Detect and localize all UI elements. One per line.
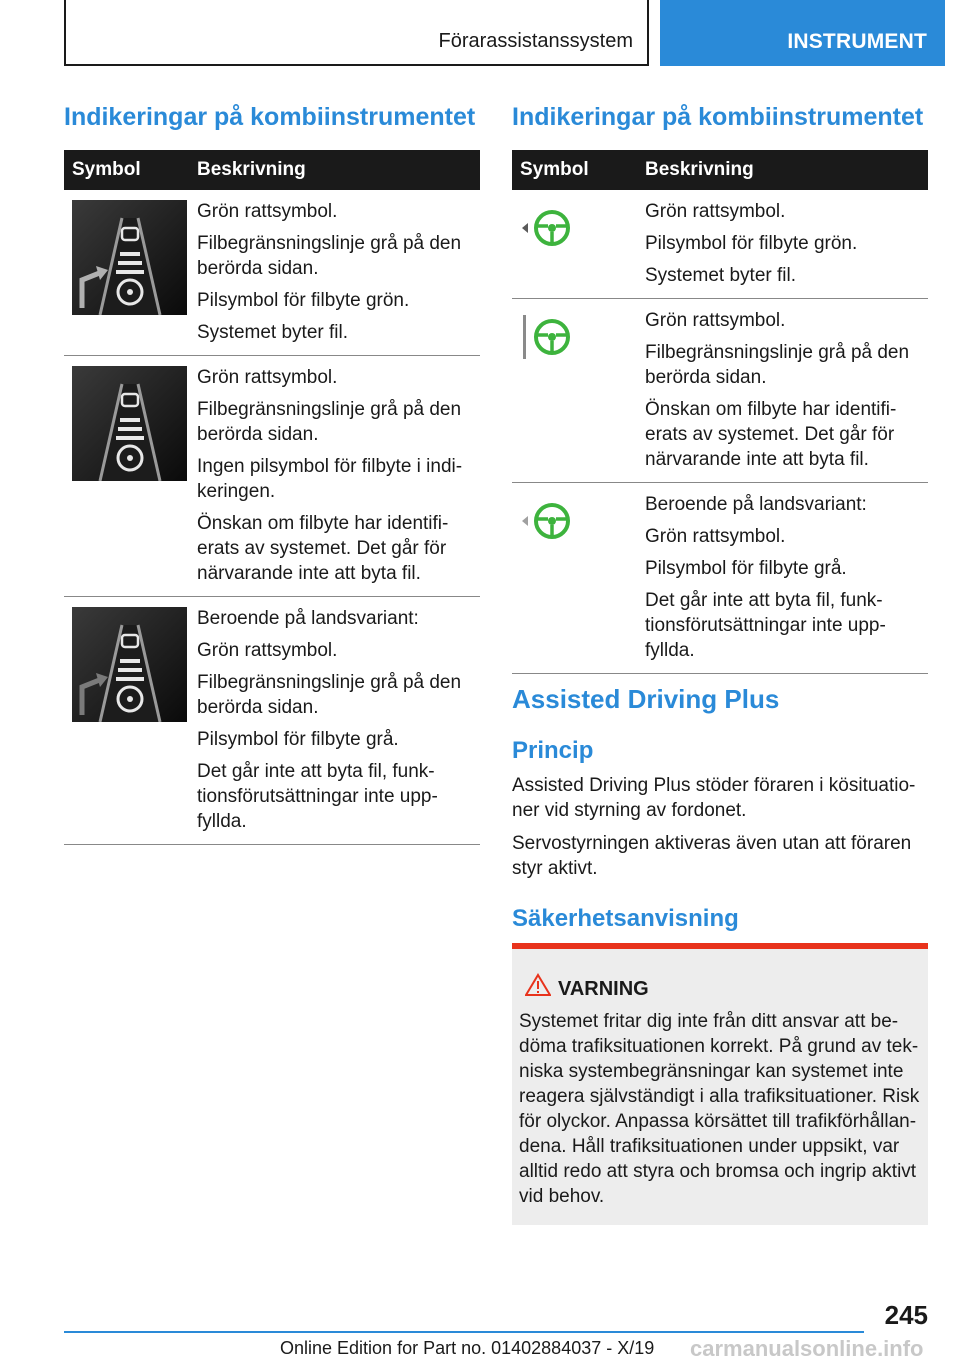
- row-line: Grön rattsymbol.: [197, 367, 338, 388]
- row-line: Önskan om filbyte har identifi-erats av systemet. Det går för närvarande inte att byta fil.: [645, 399, 897, 470]
- table-row: [512, 299, 928, 483]
- header-chapter-tab[interactable]: [660, 0, 945, 66]
- table-row: [512, 190, 928, 299]
- row-line: Grön rattsymbol.: [645, 201, 786, 222]
- row-line: Det går inte att byta fil, funk-tionsförutsättningar inte upp-fyllda.: [645, 590, 886, 661]
- safety-heading: Säkerhetsanvisning: [512, 905, 739, 932]
- steering-wheel-arrow-green-icon: [520, 200, 576, 256]
- row-line: Grön rattsymbol.: [197, 201, 338, 222]
- row-line: Systemet byter fil.: [197, 322, 348, 343]
- right-indicator-table: [512, 150, 928, 674]
- footer-edition: Online Edition for Part no. 01402884037 - X/19: [280, 1338, 655, 1358]
- warning-box: [512, 943, 928, 1225]
- right-col-description: Beskrivning: [645, 159, 754, 180]
- right-table-header: [512, 150, 928, 190]
- warning-title: VARNING: [558, 978, 649, 1000]
- left-col-description: Beskrivning: [197, 159, 306, 180]
- row-line: Grön rattsymbol.: [645, 526, 786, 547]
- princip-paragraph-2: Servostyrningen aktiveras även utan att föraren styr aktivt.: [512, 833, 912, 879]
- left-section-heading: Indikeringar på kombiinstrumentet: [64, 103, 476, 131]
- row-line: Filbegränsningslinje grå på den berörda sidan.: [197, 233, 462, 279]
- table-row: [64, 356, 480, 597]
- row-line: Ingen pilsymbol för filbyte i indi-keringen.: [197, 456, 463, 502]
- row-line: Det går inte att byta fil, funk-tionsförutsättningar inte upp-fyllda.: [197, 761, 438, 832]
- table-row: [64, 597, 480, 845]
- steering-wheel-arrow-grey-icon: [520, 493, 576, 549]
- row-line: Beroende på landsvariant:: [197, 608, 419, 629]
- row-line: Filbegränsningslinje grå på den berörda sidan.: [197, 399, 462, 445]
- header-section-box: [64, 0, 649, 66]
- right-section-heading: Indikeringar på kombiinstrumentet: [512, 103, 924, 131]
- watermark: carmanualsonline.info: [690, 1336, 924, 1361]
- princip-paragraph-1: Assisted Driving Plus stöder föraren i kösituatio-ner vid styrning av fordonet.: [512, 775, 916, 821]
- left-table-header: [64, 150, 480, 190]
- row-line: Pilsymbol för filbyte grön.: [645, 233, 858, 254]
- header-chapter-title: INSTRUMENT: [787, 30, 927, 53]
- princip-heading: Princip: [512, 737, 594, 764]
- row-line: Grön rattsymbol.: [197, 640, 338, 661]
- row-line: Pilsymbol för filbyte grå.: [645, 558, 847, 579]
- footer-divider: [64, 1331, 864, 1333]
- row-line: Önskan om filbyte har identifi-erats av systemet. Det går för närvarande inte att byta fil.: [197, 513, 449, 584]
- warning-text: Systemet fritar dig inte från ditt ansvar att be-döma trafiksituationen korrekt. På grund av tek-niska systembegränsningar kan systemet inte reagera självständigt i alla trafiksituationer. Risk för olyckor. Anpassa körsättet till trafikförhållan-dena. Håll trafiksituationen under uppsikt, var alltid redo att styra och bromsa och ingrip aktivt vid behov.: [519, 1011, 920, 1207]
- row-line: Grön rattsymbol.: [645, 310, 786, 331]
- table-row: [64, 190, 480, 356]
- row-line: Filbegränsningslinje grå på den berörda sidan.: [197, 672, 462, 718]
- right-col-symbol: Symbol: [520, 159, 589, 180]
- page-number: 245: [884, 1300, 928, 1330]
- lane-change-no-arrow-icon: [72, 366, 187, 481]
- left-col-symbol: Symbol: [72, 159, 141, 180]
- warning-triangle-icon: [525, 973, 551, 997]
- row-line: Beroende på landsvariant:: [645, 494, 867, 515]
- row-line: Pilsymbol för filbyte grå.: [197, 729, 399, 750]
- table-row: [512, 483, 928, 674]
- row-line: Systemet byter fil.: [645, 265, 796, 286]
- row-line: Pilsymbol för filbyte grön.: [197, 290, 410, 311]
- steering-wheel-lane-line-icon: [520, 309, 576, 365]
- lane-change-arrow-green-icon: [72, 200, 187, 315]
- assisted-driving-title: Assisted Driving Plus: [512, 684, 780, 714]
- row-line: Filbegränsningslinje grå på den berörda sidan.: [645, 342, 910, 388]
- left-indicator-table: [64, 150, 480, 845]
- header-section-title: Förarassistanssystem: [438, 30, 633, 52]
- lane-change-arrow-grey-icon: [72, 607, 187, 722]
